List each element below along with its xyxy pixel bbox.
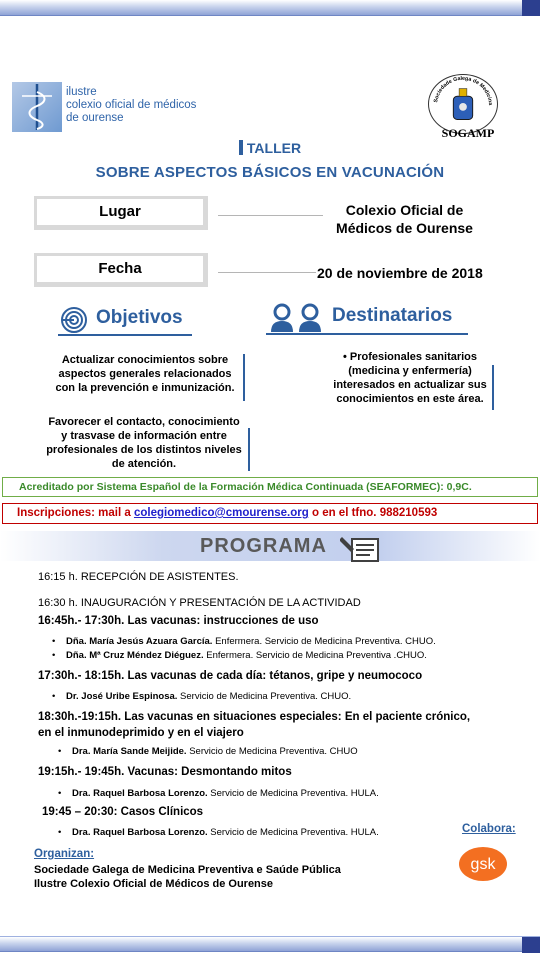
- sogamp-seal-icon: [428, 74, 498, 134]
- destinatarios-heading: Destinatarios: [332, 305, 453, 326]
- sogamp-label: SOGAMP: [441, 126, 495, 140]
- people-icon: [268, 303, 326, 333]
- email-link[interactable]: colegiomedico@cmourense.org: [133, 507, 309, 519]
- title-bar-mark: [239, 140, 243, 155]
- fecha-label: Fecha: [34, 253, 208, 287]
- programa-speaker: • Dña. Mª Cruz Méndez Diéguez. Enfermera. Servicio de Medicina Preventiva .CHUO.: [66, 648, 427, 663]
- destinatarios-underline: [266, 333, 468, 335]
- colabora-label: Colabora:: [462, 823, 516, 835]
- programa-speaker: • Dra. María Sande Meijide. Servicio de Medicina Preventiva. CHUO: [72, 744, 358, 759]
- organizan-label: Organizan:: [34, 848, 95, 860]
- organizer-name: Ilustre Colexio Oficial de Médicos de Ourense: [34, 878, 274, 890]
- programa-time-item: 17:30h.- 18:15h. Las vacunas de cada día: tétanos, gripe y neumococo: [38, 670, 423, 682]
- top-bar-notch: [522, 0, 540, 16]
- programa-time-item: 18:30h.-19:15h. Las vacunas en situaciones especiales: En el paciente crónico,: [38, 711, 471, 723]
- objetivo-accent-bar: [243, 354, 245, 401]
- lugar-value: Colexio Oficial de Médicos de Ourense: [336, 202, 473, 236]
- programa-speaker: • Dña. María Jesús Azuara García. Enfermera. Servicio de Medicina Preventiva. CHUO.: [66, 634, 436, 649]
- lugar-connector: [218, 215, 323, 216]
- programa-time-item-cont: en el inmunodeprimido y en el viajero: [38, 727, 244, 739]
- programa-time-item: 19:45 – 20:30: Casos Clínicos: [42, 806, 204, 818]
- programa-title: PROGRAMA: [200, 535, 327, 557]
- title-main: SOBRE ASPECTOS BÁSICOS EN VACUNACIÓN: [95, 164, 445, 181]
- programa-time-item: 16:45h.- 17:30h. Las vacunas: instrucciones de uso: [38, 615, 319, 627]
- acreditacion-note: Acreditado por Sistema Español de la Formación Médica Continuada (SEAFORMEC): 0,9C.: [2, 477, 538, 497]
- caduceus-icon: [12, 82, 62, 132]
- bottom-bar-notch: [522, 937, 540, 953]
- organizer-name: Sociedade Galega de Medicina Preventiva e Saúde Pública: [34, 864, 341, 876]
- sogamp-seal-text: Sociedade Galega de Medicina r ti: [428, 74, 494, 106]
- programa-speaker: • Dr. José Uribe Espinosa. Servicio de Medicina Preventiva. CHUO.: [66, 689, 351, 704]
- fecha-value: 20 de noviembre de 2018: [317, 265, 483, 281]
- destinatarios-item: • Profesionales sanitarios (medicina y enfermería) interesados en actualizar sus conocimientos en este área.: [333, 351, 487, 405]
- objetivos-heading: Objetivos: [96, 307, 183, 328]
- programa-speaker: • Dra. Raquel Barbosa Lorenzo. Servicio de Medicina Preventiva. HULA.: [72, 825, 379, 840]
- gsk-logo: [456, 845, 510, 883]
- objetivos-underline: [58, 334, 192, 336]
- lugar-label: Lugar: [34, 196, 208, 230]
- objetivo-accent-bar: [248, 428, 250, 471]
- bottom-decorative-bar: [0, 936, 540, 952]
- objetivo-item: Actualizar conocimientos sobre aspectos generales relacionados con la prevención e inmunización.: [55, 354, 235, 394]
- target-icon: [58, 306, 90, 334]
- programa-time-item: 16:30 h. INAUGURACIÓN Y PRESENTACIÓN DE LA ACTIVIDAD: [38, 597, 361, 609]
- programa-time-item: 16:15 h. RECEPCIÓN DE ASISTENTES.: [38, 571, 239, 583]
- sogamp-logo: [414, 74, 524, 144]
- programa-time-item: 19:15h.- 19:45h. Vacunas: Desmontando mitos: [38, 766, 292, 778]
- top-decorative-bar: [0, 0, 540, 16]
- document-pencil-icon: [340, 533, 386, 563]
- destinatarios-accent-bar: [492, 365, 494, 410]
- gsk-logo-text: gsk: [470, 856, 496, 873]
- programa-speaker: • Dra. Raquel Barbosa Lorenzo. Servicio de Medicina Preventiva. HULA.: [72, 786, 379, 801]
- colexio-logo: [12, 82, 202, 132]
- colexio-logo-text: ilustre colexio oficial de médicos de ourense: [66, 86, 197, 124]
- inscripciones-note: Inscripciones: mail a colegiomedico@cmourense.org o en el tfno. 988210593: [2, 503, 538, 524]
- title-taller: TALLER: [0, 140, 540, 156]
- fecha-connector: [218, 272, 316, 273]
- objetivo-item: Favorecer el contacto, conocimiento y trasvase de información entre profesionales de los distintos niveles de atención.: [46, 416, 242, 470]
